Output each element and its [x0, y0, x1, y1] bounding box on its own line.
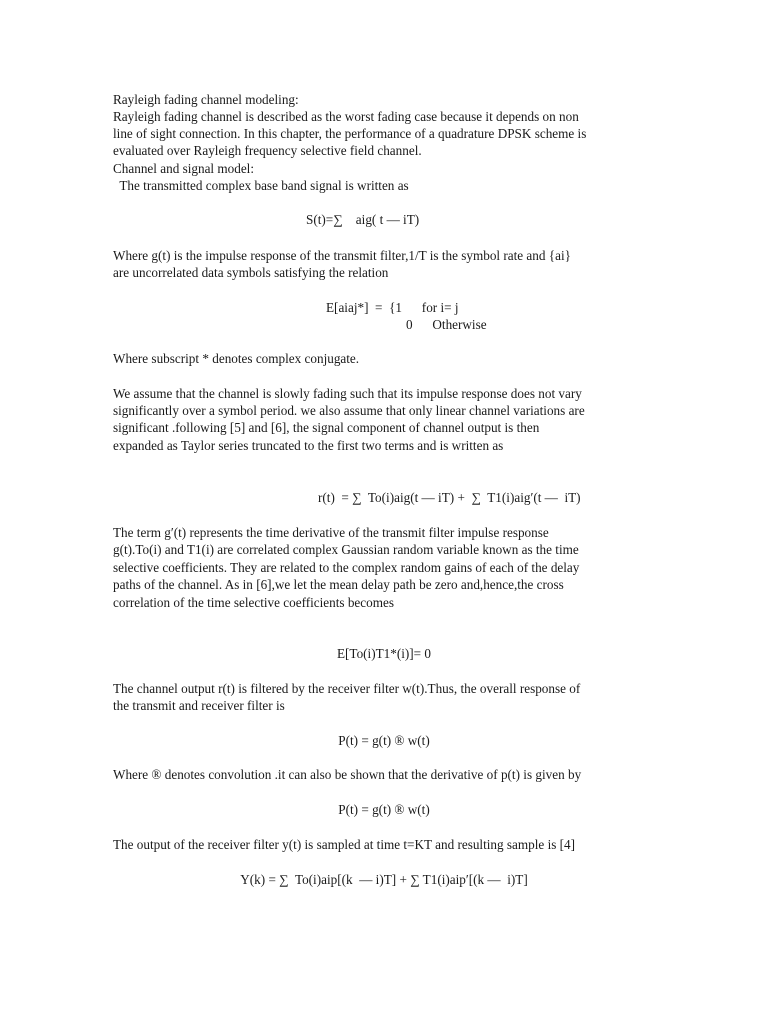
- paragraph-line: We assume that the channel is slowly fading such that its impulse response does not vary: [113, 386, 582, 401]
- paragraph-line: significantly over a symbol period. we also assume that only linear channel variations are: [113, 403, 585, 418]
- paragraph-line: selective coefficients. They are related to the complex random gains of each of the delay: [113, 560, 580, 575]
- equation-signal: S(t)=∑ aig( t — iT): [306, 212, 420, 227]
- paragraph-line: The transmitted complex base band signal is written as: [113, 178, 409, 193]
- paragraph-line: expanded as Taylor series truncated to the first two terms and is written as: [113, 438, 504, 453]
- paragraph-line: The term g′(t) represents the time derivative of the transmit filter impulse response: [113, 525, 549, 540]
- paragraph-line: are uncorrelated data symbols satisfying the relation: [113, 265, 389, 280]
- equation-sampled-output: Y(k) = ∑ To(i)aip[(k — i)T] + ∑ T1(i)aip′[(k — i)T]: [240, 872, 528, 887]
- equation-overall-response: P(t) = g(t) ® w(t): [338, 733, 430, 748]
- paragraph-line: The channel output r(t) is filtered by the receiver filter w(t).Thus, the overall response of: [113, 681, 581, 696]
- subsection-heading: Channel and signal model:: [113, 161, 255, 176]
- paragraph-line: line of sight connection. In this chapter, the performance of a quadrature DPSK scheme is: [113, 126, 587, 141]
- paragraph-line: Rayleigh fading channel is described as the worst fading case because it depends on non: [113, 109, 579, 124]
- paragraph-line: significant .following [5] and [6], the signal component of channel output is then: [113, 420, 540, 435]
- paragraph-line: paths of the channel. As in [6],we let the mean delay path be zero and,hence,the cross: [113, 577, 564, 592]
- section-heading: Rayleigh fading channel modeling:: [113, 92, 299, 107]
- equation-correlation-line-2: 0 Otherwise: [406, 317, 487, 332]
- paragraph-line: Where ® denotes convolution .it can also be shown that the derivative of p(t) is given by: [113, 767, 582, 782]
- paragraph-line: evaluated over Rayleigh frequency selective field channel.: [113, 143, 422, 158]
- paragraph-line: Where g(t) is the impulse response of the transmit filter,1/T is the symbol rate and {ai}: [113, 248, 571, 263]
- equation-received-signal: r(t) = ∑ To(i)aig(t — iT) + ∑ T1(i)aig′(t — iT): [318, 490, 581, 505]
- paragraph-line: The output of the receiver filter y(t) is sampled at time t=KT and resulting sample is [4]: [113, 837, 576, 852]
- equation-cross-correlation: E[To(i)T1*(i)]= 0: [336, 646, 432, 661]
- paragraph-line: correlation of the time selective coefficients becomes: [113, 595, 394, 610]
- paragraph-line: Where subscript * denotes complex conjugate.: [113, 351, 360, 366]
- paragraph-line: the transmit and receiver filter is: [113, 698, 285, 713]
- paragraph-line: g(t).To(i) and T1(i) are correlated complex Gaussian random variable known as the time: [113, 542, 579, 557]
- equation-derivative-response: P(t) = g(t) ® w(t): [338, 802, 430, 817]
- equation-correlation-line-1: E[aiaj*] = {1 for i= j: [326, 300, 459, 315]
